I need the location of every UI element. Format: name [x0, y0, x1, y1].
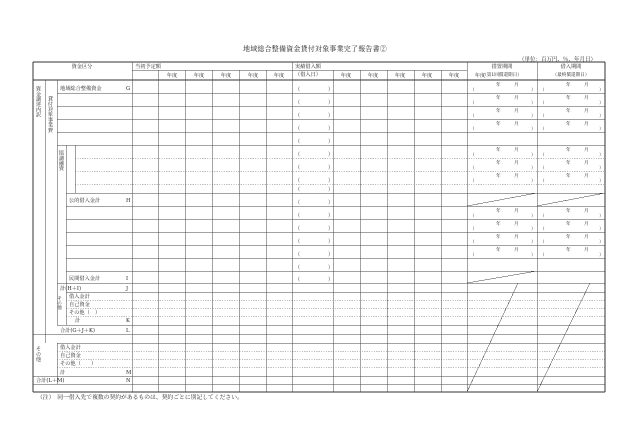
document-title: 地域総合整備資金貸付対象事業完了報告書② [243, 45, 387, 53]
row-label-m: 計 [60, 370, 66, 376]
diagonal-strike [467, 193, 537, 206]
paren-close: ） [599, 179, 604, 184]
date-year: 年 [566, 209, 571, 214]
paren-close: ） [531, 88, 536, 93]
paren-close: ） [599, 166, 604, 171]
paren-open: （ [540, 240, 545, 245]
row-code-l: L [126, 328, 130, 334]
row-label-j: 計(H＋I) [60, 286, 81, 292]
paren-close: ） [328, 139, 334, 145]
row-label-l: 合計(G＋J＋K) [60, 328, 95, 334]
header-grace-sub: （第1回償還期日） [482, 73, 522, 78]
side-label-loan-target: 貸付対象事業費 [47, 96, 53, 133]
row-label-g: 地域総合整備資金 [60, 86, 102, 92]
side-label-others1: その他 [56, 296, 62, 310]
paren-close: ） [328, 277, 334, 283]
date-month: 月 [584, 148, 589, 153]
paren-open: （ [540, 253, 545, 258]
paren-close: ） [328, 239, 334, 245]
date-month: 月 [514, 209, 519, 214]
paren-open: （ [295, 239, 301, 245]
date-year: 年 [566, 222, 571, 227]
date-month: 月 [514, 83, 519, 88]
header-borrow-period-sub: （最終償還期日） [552, 73, 590, 78]
diagonal-strike [467, 271, 537, 283]
paren-open: （ [470, 240, 475, 245]
row-code-j: J [126, 286, 129, 292]
paren-close: ） [599, 127, 604, 132]
paren-open: （ [295, 87, 301, 93]
date-year: 年 [566, 174, 571, 179]
paren-close: ） [328, 100, 334, 106]
paren-open: （ [470, 88, 475, 93]
actual-year-label: 年度 [394, 73, 406, 79]
paren-open: （ [470, 253, 475, 258]
paren-open: （ [540, 127, 545, 132]
date-year: 年 [566, 161, 571, 166]
row-label-own-funds-2: 自己資金 [60, 353, 81, 359]
date-year: 年 [566, 148, 571, 153]
table-grid-lines [33, 62, 605, 392]
paren-close: ） [599, 114, 604, 119]
row-label-other: その他（ ） [69, 310, 101, 316]
paren-open: （ [470, 127, 475, 132]
paren-close: ） [599, 101, 604, 106]
plan-year-label: 年度 [220, 73, 232, 79]
paren-open: （ [295, 187, 301, 193]
row-label-n: 合計(L＋M) [36, 378, 65, 384]
date-month: 月 [584, 209, 589, 214]
date-month: 月 [584, 222, 589, 227]
paren-open: （ [540, 153, 545, 158]
paren-open: （ [295, 126, 301, 132]
date-year: 年 [496, 83, 501, 88]
actual-year-label: 年度 [448, 73, 460, 79]
date-year: 年 [566, 109, 571, 114]
date-month: 月 [514, 174, 519, 179]
date-month: 月 [514, 222, 519, 227]
paren-open: （ [295, 200, 301, 206]
paren-close: ） [328, 252, 334, 258]
paren-close: ） [328, 178, 334, 184]
date-month: 月 [514, 109, 519, 114]
side-label-cofinance: 協調融資 [58, 150, 64, 171]
paren-close: ） [599, 153, 604, 158]
table-text-layer [35, 62, 604, 384]
date-year: 年 [496, 222, 501, 227]
actual-year-label: 年度 [367, 73, 379, 79]
footer-note: （注） 同一借入先で複数の契約があるものは、契約ごとに別記してください。 [37, 395, 243, 401]
paren-close: ） [531, 166, 536, 171]
row-label-k: 計 [75, 318, 81, 324]
paren-open: （ [295, 178, 301, 184]
paren-close: ） [328, 152, 334, 158]
paren-close: ） [599, 214, 604, 219]
row-label-i: 民間借入金計 [69, 276, 101, 282]
paren-open: （ [295, 139, 301, 145]
paren-close: ） [531, 227, 536, 232]
header-borrow-period: 借入期間 [560, 64, 582, 70]
paren-close: ） [599, 240, 604, 245]
paren-close: ） [328, 213, 334, 219]
header-grace: 措置期間 [491, 64, 513, 70]
date-year: 年 [496, 209, 501, 214]
paren-open: （ [470, 166, 475, 171]
paren-close: ） [531, 114, 536, 119]
date-year: 年 [566, 96, 571, 101]
date-month: 月 [514, 122, 519, 127]
date-year: 年 [496, 248, 501, 253]
date-month: 月 [584, 161, 589, 166]
paren-open: （ [470, 114, 475, 119]
paren-open: （ [295, 277, 301, 283]
paren-open: （ [295, 165, 301, 171]
date-year: 年 [566, 248, 571, 253]
row-label-other-2: その他（ ） [60, 361, 97, 367]
row-code-m: M [126, 370, 132, 376]
paren-open: （ [540, 179, 545, 184]
paren-close: ） [328, 187, 334, 193]
paren-open: （ [295, 113, 301, 119]
paren-close: ） [328, 113, 334, 119]
paren-open: （ [295, 226, 301, 232]
date-year: 年 [496, 174, 501, 179]
paren-close: ） [599, 253, 604, 258]
header-fund-category: 資金区分 [71, 64, 93, 70]
row-code-h: H [126, 198, 131, 204]
row-label-borrow-total-2: 借入金計 [60, 345, 81, 351]
paren-close: ） [328, 200, 334, 206]
row-label-borrow-total: 借入金計 [69, 294, 90, 300]
date-month: 月 [514, 148, 519, 153]
paren-open: （ [295, 100, 301, 106]
plan-year-label: 年度 [193, 73, 205, 79]
unit-note: （単位：百万円、％、年月日） [518, 57, 596, 63]
paren-open: （ [540, 227, 545, 232]
date-year: 年 [496, 148, 501, 153]
paren-close: ） [531, 253, 536, 258]
date-month: 月 [514, 96, 519, 101]
date-year: 年 [566, 122, 571, 127]
date-month: 月 [584, 122, 589, 127]
paren-open: （ [470, 227, 475, 232]
paren-open: （ [295, 213, 301, 219]
row-code-n: N [126, 378, 131, 384]
paren-open: （ [470, 153, 475, 158]
paren-open: （ [540, 88, 545, 93]
paren-close: ） [599, 88, 604, 93]
header-actual-borrow-sub: （借入日） [295, 72, 321, 78]
paren-open: （ [470, 179, 475, 184]
paren-close: ） [328, 87, 334, 93]
date-month: 月 [584, 174, 589, 179]
paren-close: ） [531, 127, 536, 132]
paren-open: （ [540, 101, 545, 106]
paren-close: ） [531, 240, 536, 245]
diagonal-strike [537, 283, 590, 392]
paren-open: （ [295, 265, 301, 271]
actual-year-label: 年度 [421, 73, 433, 79]
paren-close: ） [531, 179, 536, 184]
date-month: 月 [584, 96, 589, 101]
paren-open: （ [295, 252, 301, 258]
plan-year-label: 年度 [247, 73, 259, 79]
diagonal-strike [467, 283, 518, 392]
paren-open: （ [540, 166, 545, 171]
plan-year-label: 年度 [166, 73, 178, 79]
date-year: 年 [496, 109, 501, 114]
row-label-own-funds: 自己資金 [69, 302, 90, 308]
date-year: 年 [496, 235, 501, 240]
date-year: 年 [496, 122, 501, 127]
date-year: 年 [566, 235, 571, 240]
paren-close: ） [599, 227, 604, 232]
paren-open: （ [295, 152, 301, 158]
row-code-i: I [126, 276, 129, 282]
paren-close: ） [531, 214, 536, 219]
actual-year-label: 年度 [340, 73, 352, 79]
date-month: 月 [584, 235, 589, 240]
actual-year-label: 年度 [474, 73, 486, 79]
date-year: 年 [496, 96, 501, 101]
header-actual-borrow: 実績借入額 [295, 64, 321, 70]
paren-open: （ [540, 214, 545, 219]
date-month: 月 [584, 109, 589, 114]
date-month: 月 [514, 161, 519, 166]
paren-open: （ [470, 101, 475, 106]
side-label-breakdown: 資金調達内訳 [35, 86, 41, 118]
side-label-others2: その他 [35, 346, 41, 362]
paren-close: ） [531, 153, 536, 158]
date-year: 年 [496, 161, 501, 166]
row-label-h: 公的借入金計 [69, 198, 101, 204]
diagonal-strike [537, 193, 605, 206]
date-month: 月 [584, 83, 589, 88]
paren-open: （ [540, 114, 545, 119]
paren-close: ） [328, 126, 334, 132]
paren-close: ） [328, 265, 334, 271]
paren-close: ） [328, 165, 334, 171]
paren-open: （ [470, 214, 475, 219]
row-code-g: G [126, 86, 131, 92]
plan-year-label: 年度 [273, 73, 285, 79]
header-initial-plan: 当初予定額 [135, 64, 161, 70]
paren-close: ） [531, 101, 536, 106]
date-month: 月 [514, 248, 519, 253]
row-code-k: K [126, 318, 130, 324]
date-year: 年 [566, 83, 571, 88]
paren-close: ） [328, 226, 334, 232]
date-month: 月 [584, 248, 589, 253]
date-month: 月 [514, 235, 519, 240]
